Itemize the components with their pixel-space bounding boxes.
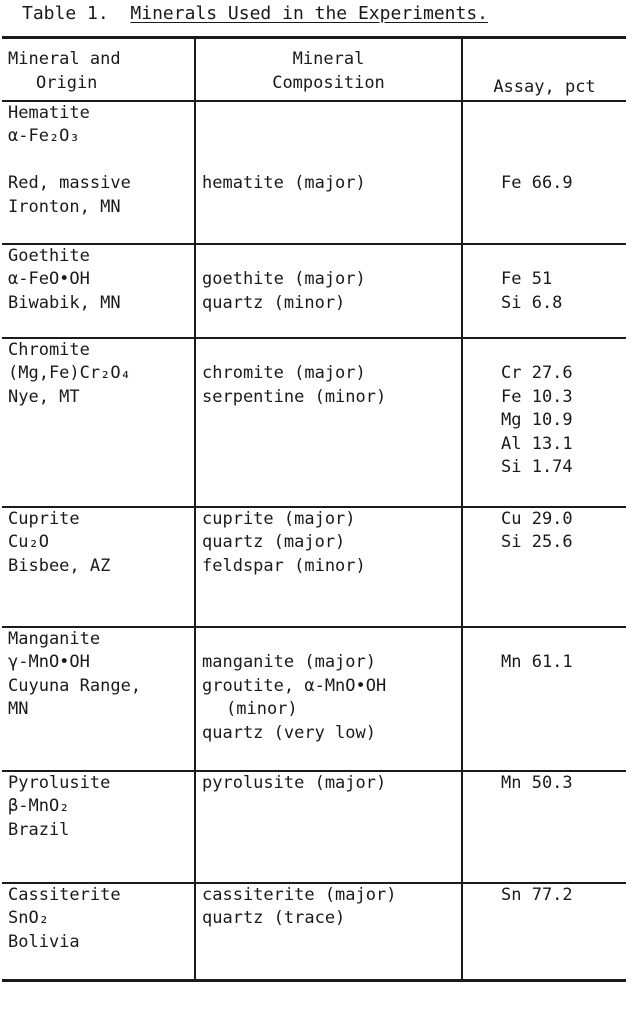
mineral-formula: γ-MnO•OH <box>8 652 90 672</box>
mineral-name: Chromite <box>8 339 90 360</box>
assay-value: Mn 61.1 <box>501 652 573 672</box>
assay-cell <box>462 338 626 507</box>
assay-cell <box>462 244 626 338</box>
assay-value: Fe 66.9 <box>501 173 573 193</box>
composition-line: groutite, α-MnO•OH <box>202 675 387 696</box>
assay-value: Al 13.1 <box>501 433 573 454</box>
assay-cell <box>462 101 626 244</box>
assay-value: Si 25.6 <box>501 532 573 552</box>
mineral-origin: Bolivia <box>8 931 80 952</box>
table-row <box>2 101 626 244</box>
composition-line: hematite (major) <box>202 173 366 193</box>
table-row <box>2 507 626 627</box>
mineral-origin-cell <box>2 771 195 883</box>
mineral-formula: (Mg,Fe)Cr₂O₄ <box>8 363 131 383</box>
mineral-formula: α-FeO•OH <box>8 269 90 289</box>
composition-line: pyrolusite (major) <box>202 772 387 793</box>
table-row <box>2 771 626 883</box>
mineral-origin: Cuyuna Range, <box>8 675 142 696</box>
table-row <box>2 627 626 771</box>
assay-value: Cr 27.6 <box>501 363 573 383</box>
assay-cell <box>462 627 626 771</box>
composition-line: goethite (major) <box>202 269 366 289</box>
mineral-origin-cell <box>2 883 195 981</box>
mineral-formula: β-MnO₂ <box>8 796 70 816</box>
mineral-origin-cell <box>2 627 195 771</box>
composition-line: quartz (trace) <box>202 908 346 928</box>
mineral-origin-cell <box>2 507 195 627</box>
composition-cell <box>195 244 462 338</box>
mineral-name: Manganite <box>8 628 101 649</box>
table-row <box>2 244 626 338</box>
composition-line: cassiterite (major) <box>202 884 397 905</box>
composition-line: feldspar (minor) <box>202 555 366 576</box>
composition-cell <box>195 507 462 627</box>
composition-cell <box>195 338 462 507</box>
mineral-name: Cuprite <box>8 508 80 529</box>
mineral-name: Pyrolusite <box>8 772 111 793</box>
mineral-name: Goethite <box>8 245 90 266</box>
mineral-formula: α-Fe₂O₃ <box>8 126 80 146</box>
assay-value: Cu 29.0 <box>501 508 573 529</box>
header-composition: Mineral Composition <box>195 38 462 101</box>
mineral-origin-cell <box>2 101 195 244</box>
table-row <box>2 338 626 507</box>
mineral-name: Hematite <box>8 102 90 123</box>
mineral-origin: Bisbee, AZ <box>8 555 111 576</box>
composition-line: serpentine (minor) <box>202 386 387 407</box>
composition-cell <box>195 883 462 981</box>
composition-line: chromite (major) <box>202 363 366 383</box>
table-caption <box>22 3 622 31</box>
mineral-origin-cell <box>2 338 195 507</box>
composition-line: (minor) <box>226 699 298 719</box>
composition-cell <box>195 101 462 244</box>
mineral-formula: Cu₂O <box>8 532 49 552</box>
composition-line: quartz (minor) <box>202 292 346 313</box>
assay-cell <box>462 883 626 981</box>
header-row <box>2 38 626 101</box>
composition-line: quartz (major) <box>202 532 346 552</box>
composition-cell <box>195 771 462 883</box>
assay-value: Mn 50.3 <box>501 772 573 793</box>
assay-value: Si 6.8 <box>501 292 563 313</box>
mineral-origin-cell <box>2 244 195 338</box>
composition-line: manganite (major) <box>202 652 376 672</box>
table-row <box>2 883 626 981</box>
mineral-origin: Ironton, MN <box>8 196 121 217</box>
minerals-table <box>2 36 626 982</box>
assay-value: Fe 51 <box>501 269 553 289</box>
mineral-origin: Red, massive <box>8 173 131 193</box>
composition-cell <box>195 627 462 771</box>
composition-line: cuprite (major) <box>202 508 356 529</box>
assay-value: Mg 10.9 <box>501 410 573 430</box>
mineral-origin: Biwabik, MN <box>8 292 121 313</box>
header-assay: Assay, pct <box>462 38 626 101</box>
table-title: Minerals Used in the Experiments. <box>130 3 489 24</box>
mineral-origin: Brazil <box>8 819 70 840</box>
mineral-name: Cassiterite <box>8 884 121 905</box>
assay-cell <box>462 507 626 627</box>
mineral-origin: Nye, MT <box>8 386 80 407</box>
mineral-origin: MN <box>8 699 29 719</box>
table-number: Table 1. <box>22 3 109 24</box>
header-mineral-origin: Mineral and Origin <box>2 38 195 101</box>
assay-value: Sn 77.2 <box>501 884 573 905</box>
assay-value: Si 1.74 <box>501 457 573 477</box>
composition-line: quartz (very low) <box>202 722 376 743</box>
assay-cell <box>462 771 626 883</box>
mineral-formula: SnO₂ <box>8 908 49 928</box>
assay-value: Fe 10.3 <box>501 386 573 407</box>
